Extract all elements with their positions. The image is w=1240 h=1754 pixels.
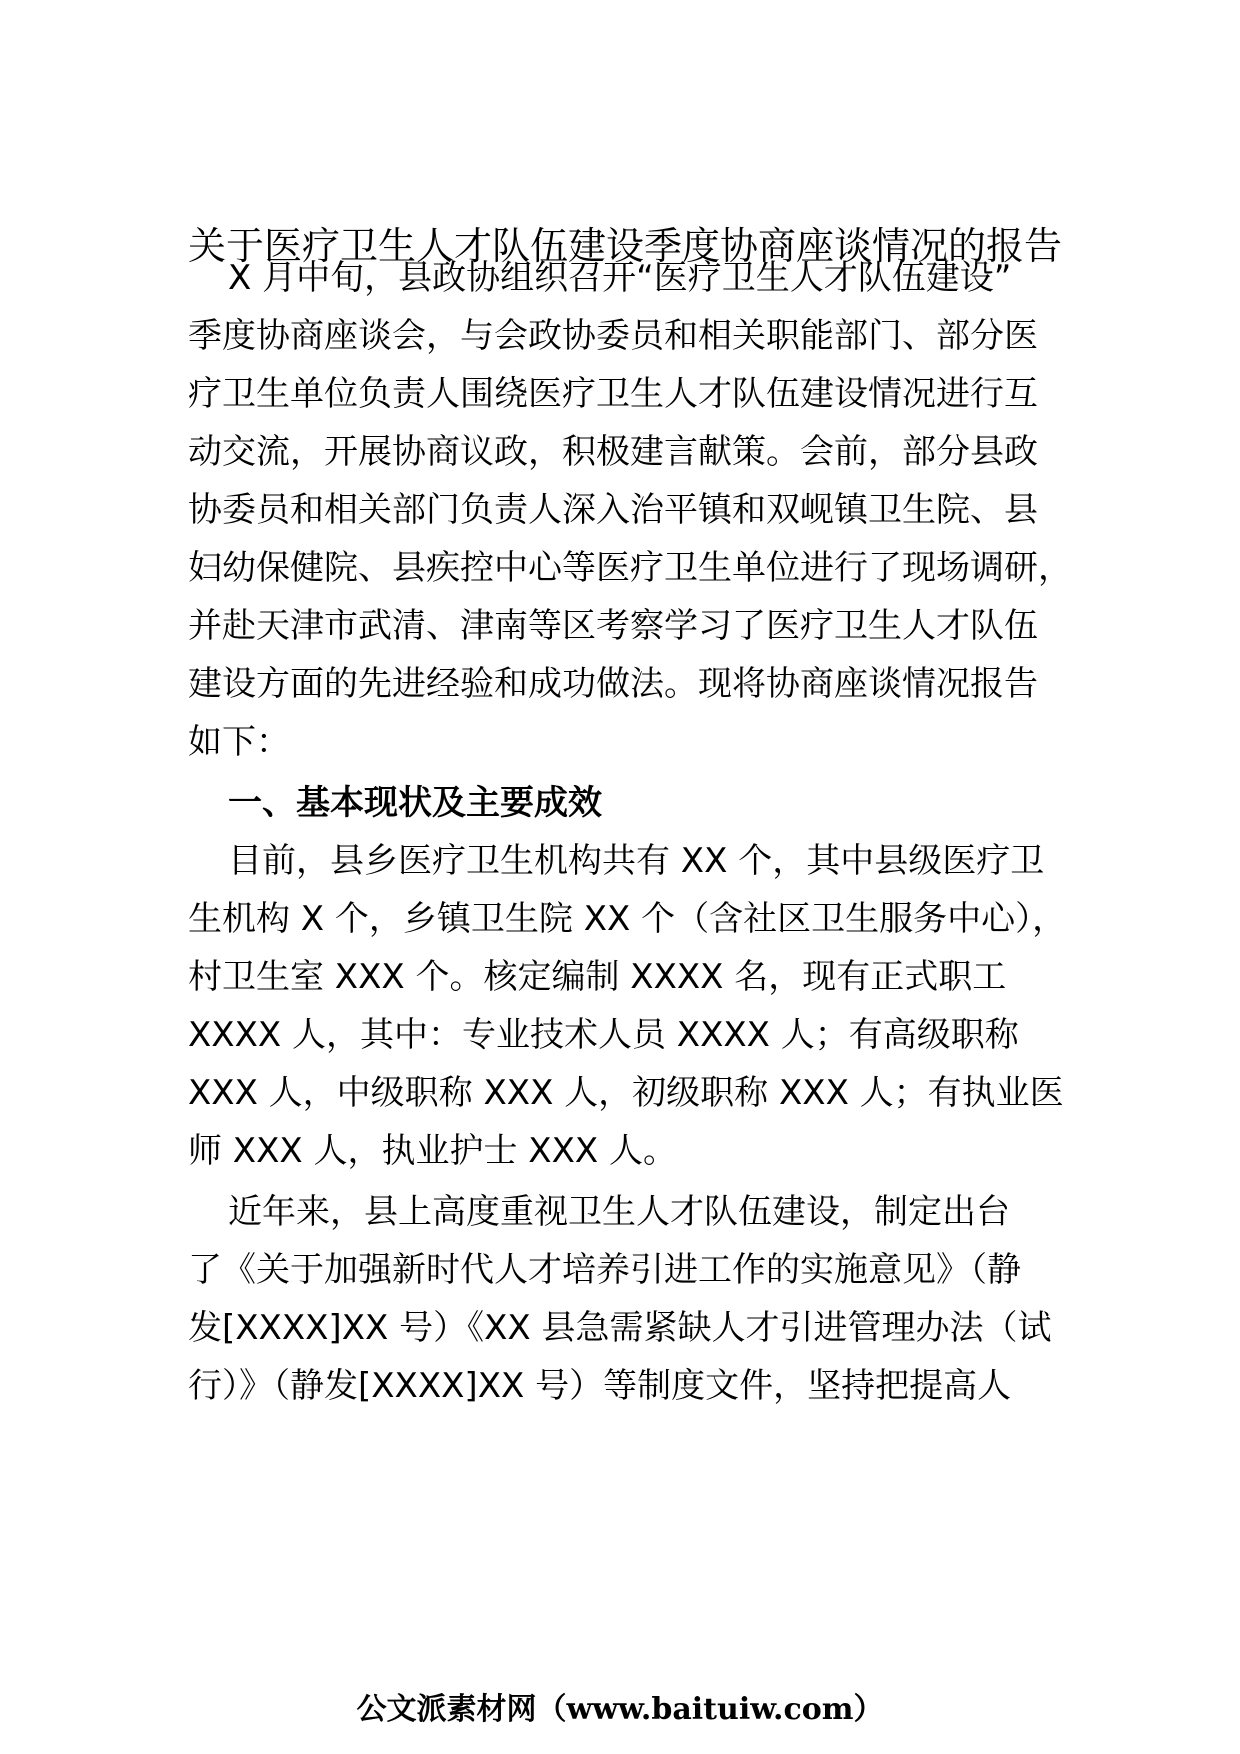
paragraph-2-line-2: 生机构 X 个，乡镇卫生院 XX 个（含社区卫生服务中心）， (188, 899, 1067, 939)
paragraph-2-line-1: 目前，县乡医疗卫生机构共有 XX 个，其中县级医疗卫 (228, 841, 1045, 881)
paragraph-1-line-6: 妇幼保健院、县疾控中心等医疗卫生单位进行了现场调研， (188, 548, 1072, 588)
paragraph-3-line-1: 近年来，县上高度重视卫生人才队伍建设，制定出台 (228, 1192, 1010, 1232)
section-heading-1: 一、基本现状及主要成效 (228, 783, 602, 823)
paragraph-1-line-3: 疗卫生单位负责人围绕医疗卫生人才队伍建设情况进行互 (188, 374, 1038, 414)
paragraph-1-line-7: 并赴天津市武清、津南等区考察学习了医疗卫生人才队伍 (188, 606, 1038, 646)
document-title: 关于医疗卫生人才队伍建设季度协商座谈情况的报告 (188, 224, 1063, 268)
paragraph-1-line-9: 如下： (188, 722, 290, 762)
paragraph-1-line-2: 季度协商座谈会，与会政协委员和相关职能部门、部分医 (188, 316, 1038, 356)
paragraph-3-line-4: 行）》（静发[XXXX]XX 号）等制度文件，坚持把提高人 (188, 1366, 1012, 1406)
paragraph-2-line-3: 村卫生室 XXX 个。核定编制 XXXX 名，现有正式职工 (188, 957, 1007, 997)
paragraph-1-line-4: 动交流，开展协商议政，积极建言献策。会前，部分县政 (188, 432, 1038, 472)
footer-watermark-text: 公文派素材网（www.baituiw.com） (356, 1692, 884, 1727)
paragraph-2-line-4: XXXX 人，其中：专业技术人员 XXXX 人；有高级职称 (188, 1015, 1019, 1055)
paragraph-1-line-5: 协委员和相关部门负责人深入治平镇和双岘镇卫生院、县 (188, 490, 1038, 530)
paragraph-2-line-5: XXX 人，中级职称 XXX 人，初级职称 XXX 人；有执业医 (188, 1073, 1064, 1113)
paragraph-3-line-3: 发[XXXX]XX 号）《XX 县急需紧缺人才引进管理办法（试 (188, 1308, 1052, 1348)
paragraph-3-line-2: 了《关于加强新时代人才培养引进工作的实施意见》（静 (188, 1250, 1021, 1290)
paragraph-2-line-6: 师 XXX 人，执业护士 XXX 人。 (188, 1131, 677, 1171)
paragraph-1-line-8: 建设方面的先进经验和成功做法。现将协商座谈情况报告 (188, 664, 1038, 704)
paragraph-1-line-1: X 月中旬，县政协组织召开“医疗卫生人才队伍建设” (228, 258, 1012, 298)
